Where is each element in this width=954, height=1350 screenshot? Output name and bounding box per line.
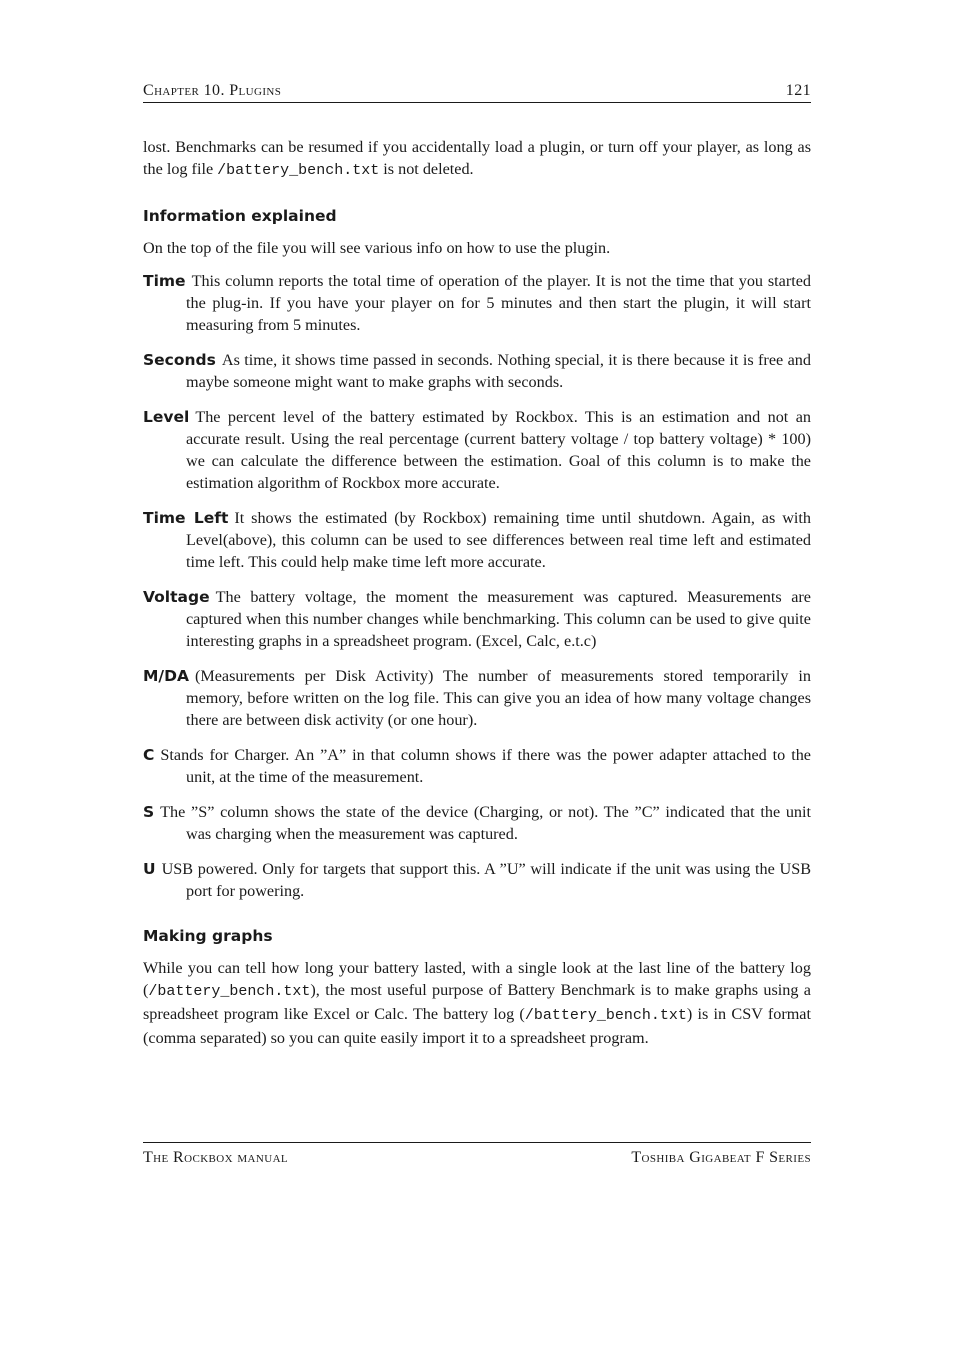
desc-item-s (143, 801, 811, 845)
desc-term: Time (143, 272, 186, 290)
desc-item-seconds (143, 349, 811, 393)
intro-text-after: is not deleted. (379, 160, 474, 178)
page-body (143, 136, 811, 1049)
log-file-path: /battery_bench.txt (524, 1007, 687, 1024)
desc-text: As time, it shows time passed in seconds. Nothing special, it is there because it is free and maybe someone might want to make graphs with seconds. (186, 351, 811, 391)
desc-term: Seconds (143, 351, 216, 369)
desc-text: The percent level of the battery estimated by Rockbox. This is an estimation and not an accurate result. Using the real percentage (current battery voltage / top battery voltage) * 100) we can calculate the difference between the estimation. Goal of this column is to make the estimation algorithm of Rockbox more accurate. (186, 408, 811, 492)
manual-title: The Rockbox manual (143, 1149, 289, 1166)
log-file-path: /battery_bench.txt (217, 162, 380, 179)
desc-item-mda (143, 665, 811, 731)
intro-paragraph (143, 136, 811, 182)
desc-item-voltage (143, 586, 811, 652)
graphs-text-3: ) is in CSV format (comma separated) so you can quite easily import it to a spreadsheet program. (143, 1005, 811, 1047)
running-header (143, 80, 811, 103)
section-lead: On the top of the file you will see various info on how to use the plugin. (143, 239, 611, 257)
desc-text: The battery voltage, the moment the measurement was captured. Measurements are captured when this number changes while benchmarking. This column can be used to give quite interesting graphs in a spreadsheet program. (Excel, Calc, e.t.c) (186, 588, 811, 650)
desc-item-time (143, 270, 811, 336)
desc-term: Level (143, 408, 190, 426)
device-series: Toshiba Gigabeat F Series (631, 1149, 811, 1166)
section-heading-making-graphs: Making graphs (143, 927, 273, 945)
desc-item-time-left (143, 507, 811, 573)
desc-term: Voltage (143, 588, 210, 606)
desc-text: It shows the estimated (by Rockbox) remaining time until shutdown. Again, as with Level(above), this column can be used to see differences between real time left and estimated time left. This could help make time left more accurate. (186, 509, 811, 571)
running-footer (143, 1142, 811, 1169)
desc-item-c (143, 744, 811, 788)
intro-text-before: lost. Benchmarks can be resumed if you accidentally load a plugin, or turn off your player, as long as the log file (143, 138, 811, 178)
chapter-title: Chapter 10. Plugins (143, 82, 282, 99)
desc-term: U (143, 860, 156, 878)
desc-term: S (143, 803, 155, 821)
page (143, 80, 811, 1060)
log-file-path: /battery_bench.txt (148, 983, 311, 1000)
desc-text: Stands for Charger. An ”A” in that column shows if there was the power adapter attached to the unit, at the time of the measurement. (160, 746, 811, 786)
desc-text: The ”S” column shows the state of the device (Charging, or not). The ”C” indicated that the unit was charging when the measurement was captured. (160, 803, 811, 843)
desc-text: (Measurements per Disk Activity) The number of measurements stored temporarily in memory, before written on the log file. This can give you an idea of how many voltage changes there are between disk activity (or one hour). (186, 667, 811, 729)
desc-term: C (143, 746, 155, 764)
desc-term: M/DA (143, 667, 189, 685)
graphs-text-1: While you can tell how long your battery lasted, with a single look at the last line of the battery log ( (143, 959, 811, 999)
page-number: 121 (785, 82, 811, 99)
graphs-text-2: ), the most useful purpose of Battery Benchmark is to make graphs using a spreadsheet program like Excel or Calc. The battery log ( (143, 981, 811, 1023)
desc-item-level (143, 406, 811, 494)
desc-text: This column reports the total time of operation of the player. It is not the time that you started the plug-in. If you have your player on for 5 minutes and then start the plugin, it will start measuring from 5 minutes. (186, 272, 811, 334)
desc-text: USB powered. Only for targets that support this. A ”U” will indicate if the unit was using the USB port for powering. (161, 860, 811, 900)
graphs-paragraph (143, 957, 811, 1049)
desc-item-u (143, 858, 811, 902)
section-heading-information-explained: Information explained (143, 207, 337, 225)
desc-term: Time Left (143, 509, 229, 527)
